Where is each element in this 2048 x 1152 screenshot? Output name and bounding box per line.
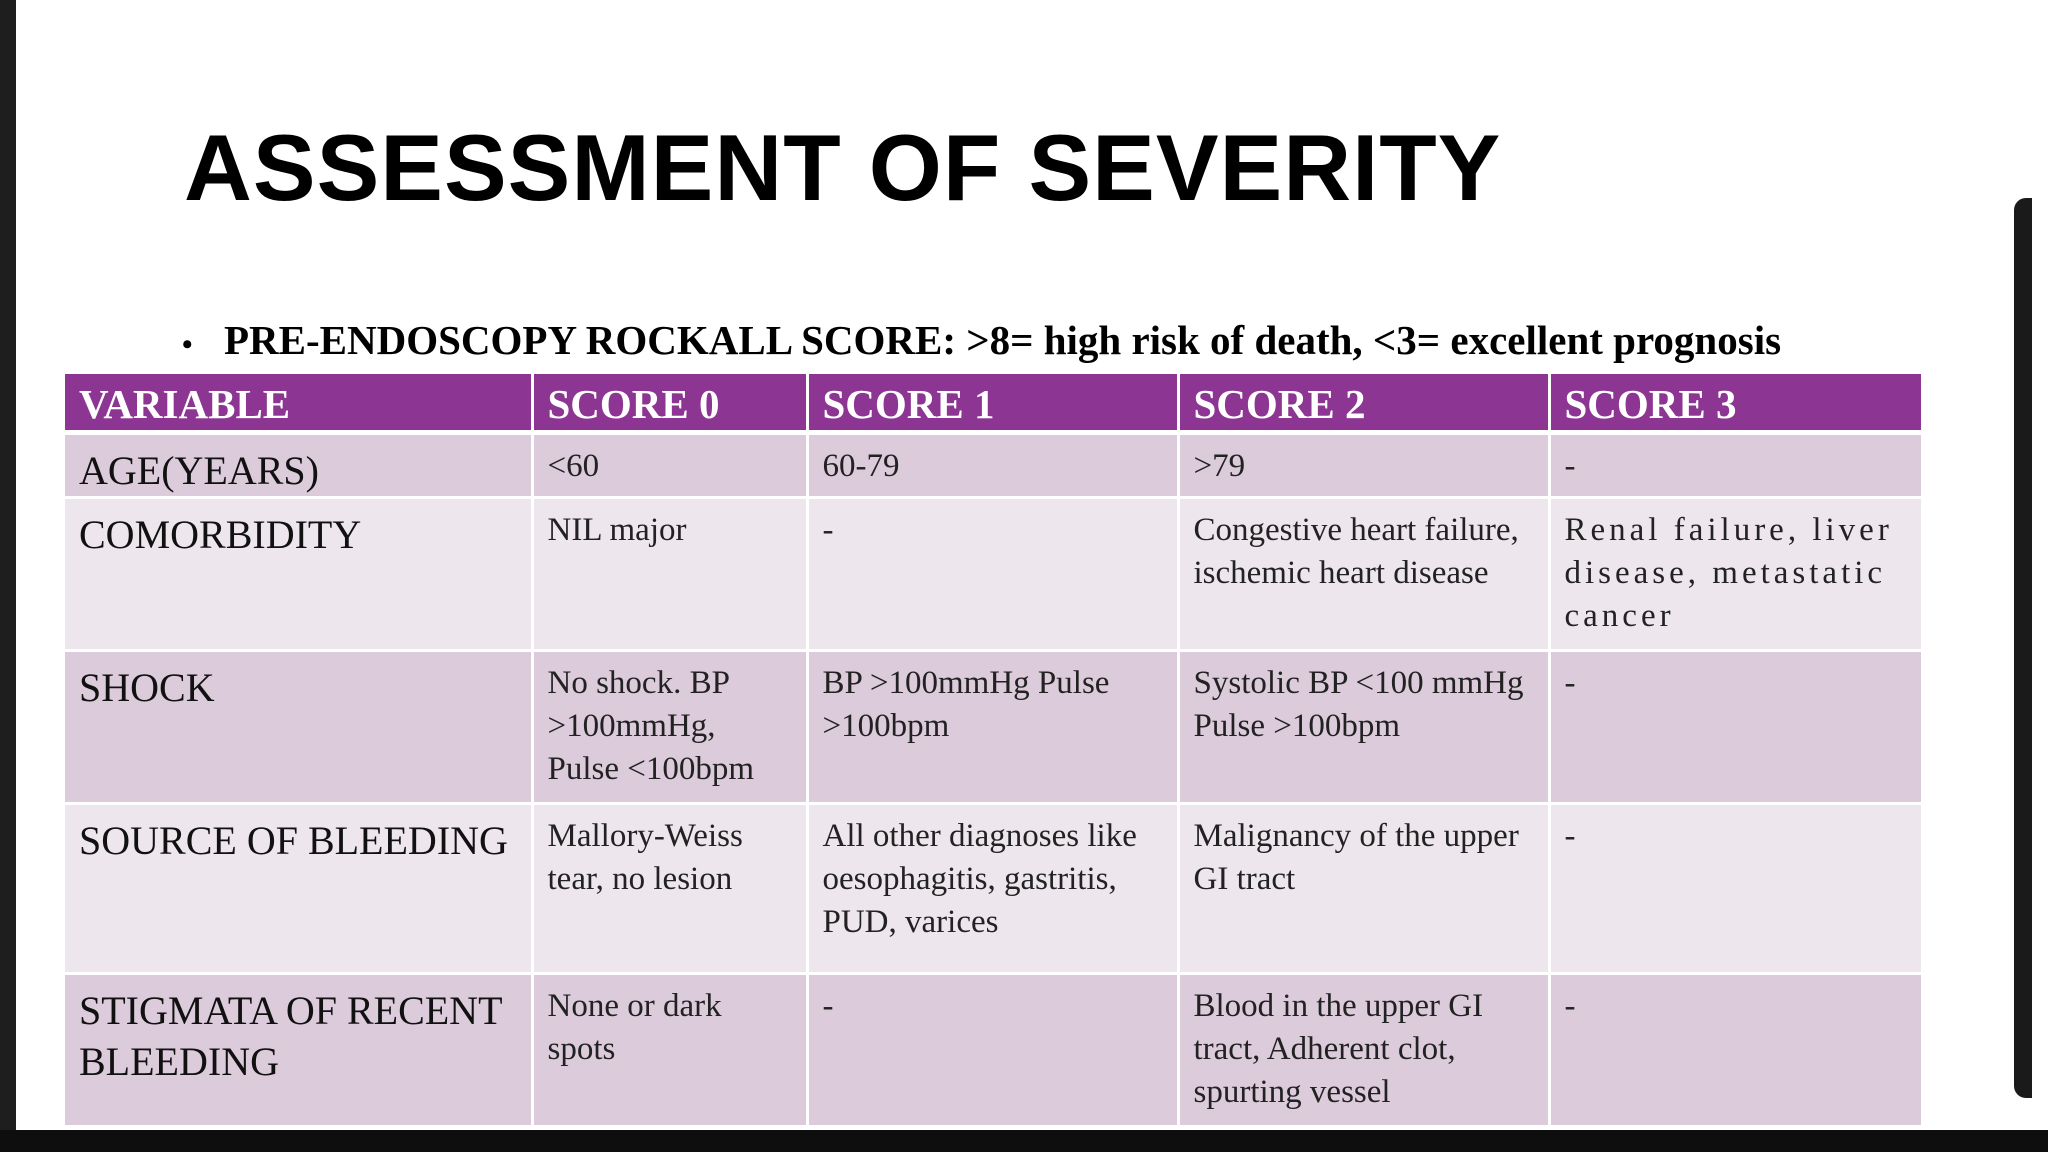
rockall-score-table	[65, 374, 1924, 1128]
cell-variable: SHOCK	[65, 651, 532, 804]
cell-score-3: -	[1549, 433, 1922, 498]
cell-score-2: Systolic BP <100 mmHg Pulse >100bpm	[1178, 651, 1549, 804]
cell-variable: COMORBIDITY	[65, 498, 532, 651]
cell-score-0: None or dark spots	[532, 974, 807, 1127]
cell-score-3: -	[1549, 804, 1922, 974]
slide-title: ASSESSMENT OF SEVERITY	[184, 115, 1502, 220]
cell-score-0: <60	[532, 433, 807, 498]
table-row-source-of-bleeding	[65, 804, 1922, 974]
cell-score-1: -	[807, 498, 1178, 651]
cell-score-1: All other diagnoses like oesophagitis, gastritis, PUD, varices	[807, 804, 1178, 974]
cell-score-1: 60-79	[807, 433, 1178, 498]
header-score-1: SCORE 1	[807, 374, 1178, 433]
cell-score-2: >79	[1178, 433, 1549, 498]
window-frame-bottom	[0, 1130, 2048, 1152]
table-header-row	[65, 374, 1922, 433]
table-row-stigmata	[65, 974, 1922, 1127]
rockall-bullet	[182, 316, 1781, 364]
cell-score-2: Malignancy of the upper GI tract	[1178, 804, 1549, 974]
header-score-0: SCORE 0	[532, 374, 807, 433]
cell-score-3: -	[1549, 974, 1922, 1127]
header-score-2: SCORE 2	[1178, 374, 1549, 433]
cell-variable: STIGMATA OF RECENT BLEEDING	[65, 974, 532, 1127]
cell-variable: SOURCE OF BLEEDING	[65, 804, 532, 974]
cell-variable: AGE(YEARS)	[65, 433, 532, 498]
cell-score-2: Blood in the upper GI tract, Adherent clot, spurting vessel	[1178, 974, 1549, 1127]
slide-edge-shadow	[2014, 198, 2032, 1098]
cell-score-3: Renal failure, liver disease, metastatic cancer	[1549, 498, 1922, 651]
cell-score-1: BP >100mmHg Pulse >100bpm	[807, 651, 1178, 804]
header-variable: VARIABLE	[65, 374, 532, 433]
bullet-marker: •	[182, 327, 193, 361]
window-frame-left	[0, 0, 16, 1152]
cell-score-2: Congestive heart failure, ischemic heart disease	[1178, 498, 1549, 651]
table-row-age	[65, 433, 1922, 498]
cell-score-3: -	[1549, 651, 1922, 804]
slide	[16, 18, 2032, 1128]
cell-score-0: NIL major	[532, 498, 807, 651]
bullet-text: PRE-ENDOSCOPY ROCKALL SCORE: >8= high risk of death, <3= excellent prognosis	[224, 317, 1782, 363]
table-row-shock	[65, 651, 1922, 804]
table-row-comorbidity	[65, 498, 1922, 651]
cell-score-0: No shock. BP >100mmHg, Pulse <100bpm	[532, 651, 807, 804]
cell-score-0: Mallory-Weiss tear, no lesion	[532, 804, 807, 974]
header-score-3: SCORE 3	[1549, 374, 1922, 433]
cell-score-1: -	[807, 974, 1178, 1127]
